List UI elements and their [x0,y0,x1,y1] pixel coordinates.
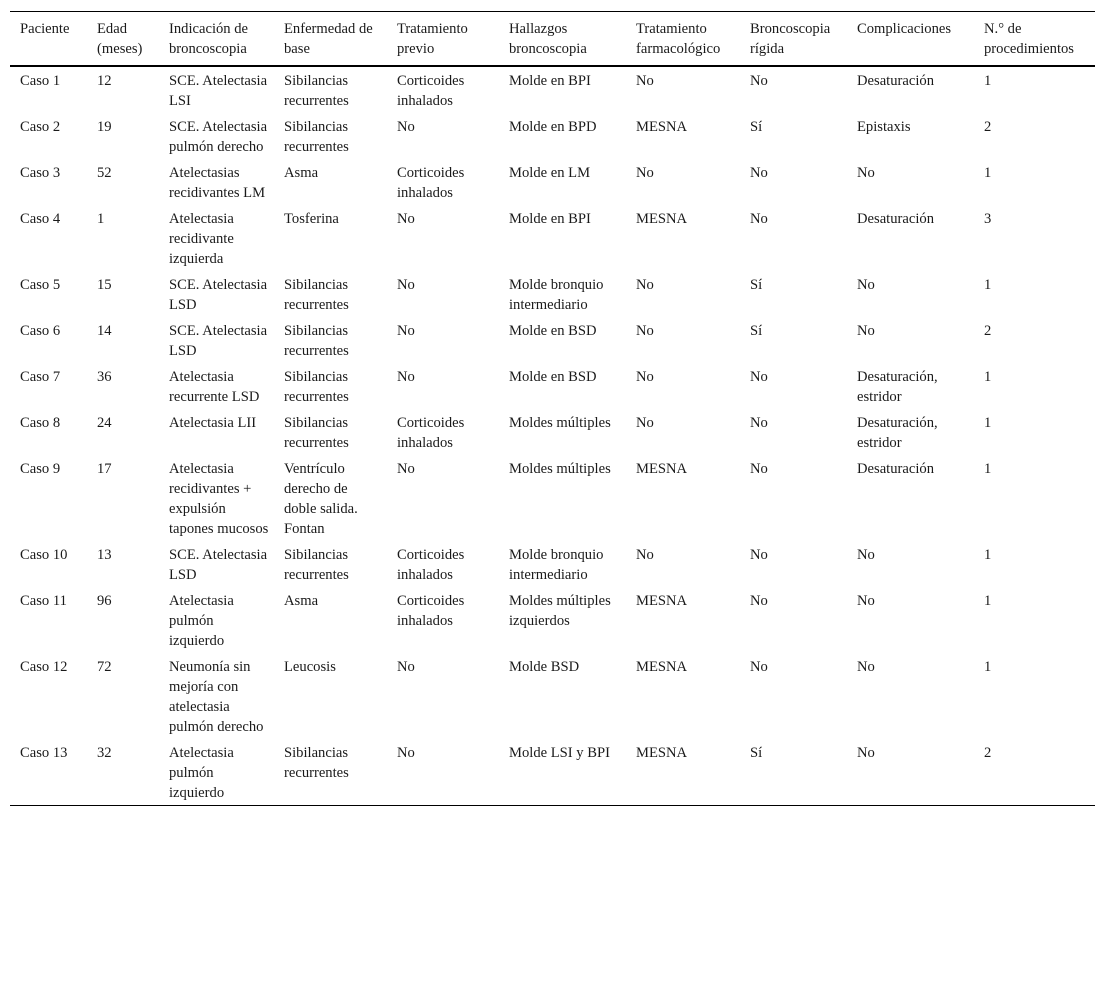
table-cell: Desaturación, estridor [857,369,938,405]
table-cell: Caso 10 [20,547,68,563]
table-cell: Atelectasia pulmón izquierdo [169,745,234,801]
cases-table [10,11,1095,806]
table-cell: 15 [97,277,112,293]
header-row [10,12,1095,67]
table-cell: Molde BSD [509,659,580,675]
table-cell: Ventrículo derecho de doble salida. Fontan [284,461,358,537]
table-row [10,66,1095,113]
table-cell: 1 [984,369,992,385]
table-cell: Tosferina [284,211,339,227]
table-cell: 2 [984,323,992,339]
table-cell: 1 [984,73,992,89]
table-cell: No [397,369,415,385]
table-cell: No [397,659,415,675]
table-cell: MESNA [636,211,688,227]
table-cell: Atelectasias recidivantes LM [169,165,266,201]
table-row [10,271,1095,317]
table-cell: No [636,547,654,563]
column-header: Edad (meses) [97,21,143,57]
table-cell: No [636,277,654,293]
table-cell: No [857,323,875,339]
table-cell: No [397,119,415,135]
table-cell: MESNA [636,659,688,675]
column-header: Indicación de broncoscopia [169,21,249,57]
table-cell: 13 [97,547,112,563]
table-cell: Caso 13 [20,745,68,761]
table-cell: No [857,165,875,181]
table-cell: Molde en LM [509,165,591,181]
table-row [10,541,1095,587]
table-cell: Sí [750,745,763,761]
table-body [10,66,1095,806]
table-cell: Sibilancias recurrentes [284,745,349,781]
table-row [10,587,1095,653]
table-cell: Corticoides inhalados [397,165,465,201]
table-cell: Atelectasia recidivante izquierda [169,211,234,267]
table-cell: No [397,211,415,227]
table-cell: No [397,277,415,293]
table-cell: 2 [984,119,992,135]
table-row [10,113,1095,159]
table-cell: 1 [984,593,992,609]
table-row [10,159,1095,205]
table-cell: 14 [97,323,112,339]
column-header: N.° de procedimientos [984,21,1074,57]
table-cell: No [397,745,415,761]
table-cell: 36 [97,369,112,385]
table-cell: Caso 7 [20,369,61,385]
table-cell: 96 [97,593,112,609]
table-cell: No [750,461,768,477]
table-cell: Molde LSI y BPI [509,745,610,761]
table-cell: Molde en BPI [509,73,591,89]
table-cell: No [857,593,875,609]
table-cell: Corticoides inhalados [397,415,465,451]
table-cell: Sí [750,119,763,135]
table-cell: No [750,165,768,181]
table-cell: No [750,73,768,89]
table-cell: 32 [97,745,112,761]
table-cell: Sibilancias recurrentes [284,323,349,359]
table-cell: SCE. Atelectasia LSI [169,73,268,109]
table-cell: No [857,547,875,563]
cases-table-container [10,11,1095,806]
table-cell: Desaturación [857,461,934,477]
table-row [10,317,1095,363]
table-cell: 1 [984,415,992,431]
table-cell: Caso 11 [20,593,67,609]
table-cell: 1 [984,547,992,563]
table-cell: No [750,415,768,431]
table-cell: Sí [750,323,763,339]
table-cell: Asma [284,593,319,609]
table-cell: 52 [97,165,112,181]
table-cell: Caso 12 [20,659,68,675]
table-cell: Sibilancias recurrentes [284,119,349,155]
table-cell: SCE. Atelectasia LSD [169,277,268,313]
table-cell: Caso 8 [20,415,61,431]
table-cell: Desaturación [857,73,934,89]
table-cell: MESNA [636,119,688,135]
table-cell: No [857,277,875,293]
column-header: Paciente [20,21,70,37]
table-cell: Sibilancias recurrentes [284,73,349,109]
table-row [10,739,1095,806]
table-cell: Corticoides inhalados [397,547,465,583]
table-cell: No [750,659,768,675]
table-cell: SCE. Atelectasia pulmón derecho [169,119,268,155]
table-cell: Caso 1 [20,73,61,89]
table-cell: Caso 5 [20,277,61,293]
table-cell: No [397,323,415,339]
table-cell: 1 [984,277,992,293]
table-cell: No [857,745,875,761]
table-cell: 12 [97,73,112,89]
table-cell: Moldes múltiples [509,415,611,431]
table-cell: No [750,211,768,227]
table-cell: No [636,323,654,339]
table-cell: Sí [750,277,763,293]
column-header: Tratamiento farmacológico [636,21,721,57]
column-header: Hallazgos broncoscopia [509,21,587,57]
table-cell: Molde bronquio intermediario [509,547,604,583]
table-cell: 1 [984,461,992,477]
table-cell: SCE. Atelectasia LSD [169,547,268,583]
table-cell: Moldes múltiples izquierdos [509,593,611,629]
table-cell: MESNA [636,461,688,477]
table-cell: Atelectasia recidivantes + expulsión tapones mucosos [169,461,269,537]
table-cell: Corticoides inhalados [397,593,465,629]
table-cell: 72 [97,659,112,675]
column-header: Enfermedad de base [284,21,373,57]
table-cell: 19 [97,119,112,135]
table-cell: Caso 9 [20,461,61,477]
table-cell: Sibilancias recurrentes [284,547,349,583]
table-cell: Molde en BPI [509,211,591,227]
table-row [10,653,1095,739]
table-cell: No [857,659,875,675]
table-cell: Neumonía sin mejoría con atelectasia pulmón derecho [169,659,264,735]
table-cell: No [750,547,768,563]
table-cell: 2 [984,745,992,761]
column-header: Broncoscopia rígida [750,21,831,57]
table-cell: Caso 3 [20,165,61,181]
table-cell: 1 [984,659,992,675]
table-cell: Caso 2 [20,119,61,135]
table-cell: Atelectasia pulmón izquierdo [169,593,234,649]
table-row [10,363,1095,409]
table-cell: Corticoides inhalados [397,73,465,109]
table-cell: Desaturación, estridor [857,415,938,451]
table-cell: Molde en BSD [509,323,597,339]
table-cell: Atelectasia LII [169,415,257,431]
column-header: Tratamiento previo [397,21,468,57]
table-cell: Sibilancias recurrentes [284,277,349,313]
table-cell: Molde en BPD [509,119,597,135]
table-cell: No [636,73,654,89]
table-cell: No [750,593,768,609]
table-cell: Molde bronquio intermediario [509,277,604,313]
table-cell: 1 [97,211,105,227]
table-cell: Sibilancias recurrentes [284,369,349,405]
table-row [10,205,1095,271]
table-cell: 24 [97,415,112,431]
table-cell: MESNA [636,593,688,609]
table-cell: Caso 6 [20,323,61,339]
table-cell: MESNA [636,745,688,761]
table-row [10,455,1095,541]
table-cell: Caso 4 [20,211,61,227]
table-cell: No [636,415,654,431]
table-cell: Sibilancias recurrentes [284,415,349,451]
table-cell: Desaturación [857,211,934,227]
table-cell: No [636,369,654,385]
table-header [10,12,1095,67]
table-cell: 17 [97,461,112,477]
table-cell: No [636,165,654,181]
table-cell: Leucosis [284,659,336,675]
table-cell: No [397,461,415,477]
table-cell: Asma [284,165,319,181]
table-row [10,409,1095,455]
table-cell: 3 [984,211,992,227]
table-cell: Molde en BSD [509,369,597,385]
table-cell: No [750,369,768,385]
table-cell: Moldes múltiples [509,461,611,477]
table-cell: Atelectasia recurrente LSD [169,369,260,405]
table-cell: SCE. Atelectasia LSD [169,323,268,359]
column-header: Complicaciones [857,21,952,37]
table-cell: Epistaxis [857,119,911,135]
table-cell: 1 [984,165,992,181]
